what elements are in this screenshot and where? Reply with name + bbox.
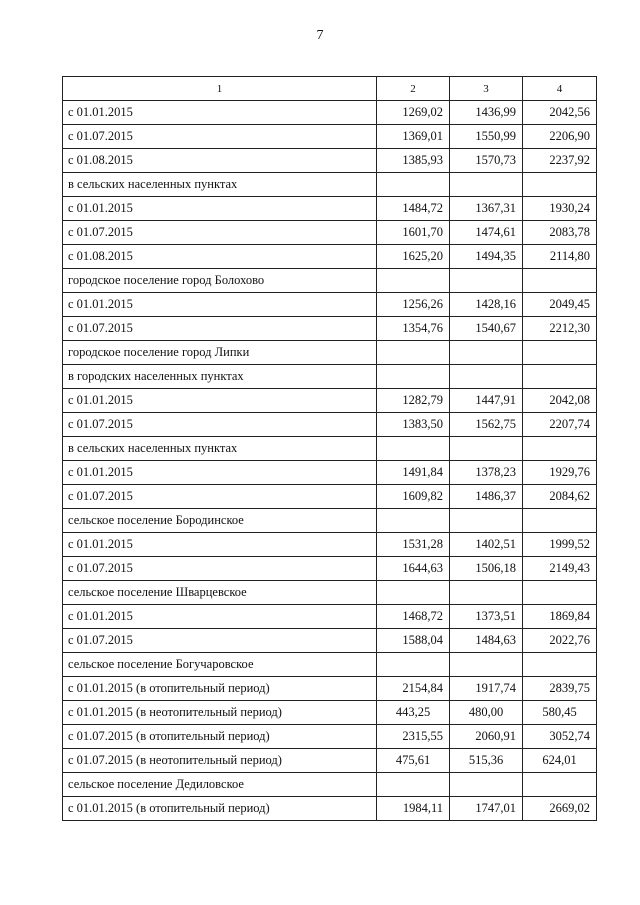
value-cell: [377, 653, 450, 677]
row-label: с 01.07.2015: [63, 485, 377, 509]
table-row: [63, 461, 597, 485]
value-cell: 2022,76: [523, 629, 597, 653]
value-cell: [377, 173, 450, 197]
row-label: с 01.07.2015: [63, 629, 377, 653]
value-cell: [450, 269, 523, 293]
table-row: [63, 197, 597, 221]
row-label: в городских населенных пунктах: [63, 365, 377, 389]
row-label: с 01.01.2015: [63, 293, 377, 317]
value-cell: 1256,26: [377, 293, 450, 317]
table-row: [63, 149, 597, 173]
row-label: городское поселение город Липки: [63, 341, 377, 365]
table-row: [63, 773, 597, 797]
value-cell: 2839,75: [523, 677, 597, 701]
value-cell: [450, 437, 523, 461]
value-cell: 1484,72: [377, 197, 450, 221]
value-cell: [523, 365, 597, 389]
value-cell: 1369,01: [377, 125, 450, 149]
table-row: [63, 365, 597, 389]
value-cell: [450, 365, 523, 389]
value-cell: 3052,74: [523, 725, 597, 749]
value-cell: 1378,23: [450, 461, 523, 485]
value-cell: 1468,72: [377, 605, 450, 629]
column-header: 3: [450, 77, 523, 101]
value-cell: [450, 173, 523, 197]
table-row: [63, 629, 597, 653]
value-cell: 2315,55: [377, 725, 450, 749]
value-cell: [377, 773, 450, 797]
value-cell: 1747,01: [450, 797, 523, 821]
row-label: с 01.07.2015: [63, 413, 377, 437]
value-cell: 2207,74: [523, 413, 597, 437]
table-row: [63, 581, 597, 605]
value-cell: [523, 173, 597, 197]
row-label: с 01.01.2015 (в неотопительный период): [63, 701, 377, 725]
value-cell: 624,01: [523, 749, 597, 773]
header-row: [63, 77, 597, 101]
row-label: с 01.07.2015: [63, 125, 377, 149]
row-label: с 01.07.2015 (в отопительный период): [63, 725, 377, 749]
value-cell: 1984,11: [377, 797, 450, 821]
value-cell: 2237,92: [523, 149, 597, 173]
row-label: сельское поселение Богучаровское: [63, 653, 377, 677]
table-row: [63, 749, 597, 773]
value-cell: [377, 341, 450, 365]
value-cell: 2083,78: [523, 221, 597, 245]
value-cell: [523, 269, 597, 293]
value-cell: 2084,62: [523, 485, 597, 509]
value-cell: 1385,93: [377, 149, 450, 173]
value-cell: [523, 581, 597, 605]
value-cell: [377, 365, 450, 389]
value-cell: [450, 341, 523, 365]
row-label: городское поселение город Болохово: [63, 269, 377, 293]
column-header: 2: [377, 77, 450, 101]
row-label: с 01.01.2015: [63, 605, 377, 629]
value-cell: 1999,52: [523, 533, 597, 557]
value-cell: [523, 653, 597, 677]
value-cell: 1644,63: [377, 557, 450, 581]
value-cell: 1484,63: [450, 629, 523, 653]
row-label: с 01.07.2015: [63, 557, 377, 581]
table-row: [63, 389, 597, 413]
table-row: [63, 653, 597, 677]
table-row: [63, 677, 597, 701]
row-label: с 01.01.2015 (в отопительный период): [63, 797, 377, 821]
value-cell: 515,36: [450, 749, 523, 773]
value-cell: 1383,50: [377, 413, 450, 437]
row-label: с 01.01.2015 (в отопительный период): [63, 677, 377, 701]
row-label: сельское поселение Бородинское: [63, 509, 377, 533]
row-label: сельское поселение Дедиловское: [63, 773, 377, 797]
value-cell: 1474,61: [450, 221, 523, 245]
table-row: [63, 509, 597, 533]
value-cell: 2114,80: [523, 245, 597, 269]
table-row: [63, 269, 597, 293]
tariff-table: [62, 76, 597, 821]
value-cell: 1531,28: [377, 533, 450, 557]
table-row: [63, 245, 597, 269]
value-cell: 580,45: [523, 701, 597, 725]
row-label: в сельских населенных пунктах: [63, 173, 377, 197]
table-row: [63, 605, 597, 629]
value-cell: 1601,70: [377, 221, 450, 245]
value-cell: 2060,91: [450, 725, 523, 749]
value-cell: 1373,51: [450, 605, 523, 629]
table-row: [63, 725, 597, 749]
value-cell: 1540,67: [450, 317, 523, 341]
value-cell: [450, 773, 523, 797]
table-row: [63, 293, 597, 317]
value-cell: 1428,16: [450, 293, 523, 317]
table-row: [63, 317, 597, 341]
value-cell: [377, 437, 450, 461]
value-cell: 1486,37: [450, 485, 523, 509]
column-header: 1: [63, 77, 377, 101]
table-row: [63, 101, 597, 125]
table-header: [63, 77, 597, 101]
value-cell: 1609,82: [377, 485, 450, 509]
value-cell: 2669,02: [523, 797, 597, 821]
row-label: с 01.01.2015: [63, 389, 377, 413]
page-number: 7: [316, 28, 324, 43]
table-body: [63, 101, 597, 821]
row-label: с 01.07.2015 (в неотопительный период): [63, 749, 377, 773]
table-row: [63, 485, 597, 509]
table-row: [63, 173, 597, 197]
value-cell: [450, 581, 523, 605]
table-row: [63, 437, 597, 461]
value-cell: [523, 773, 597, 797]
row-label: с 01.01.2015: [63, 461, 377, 485]
value-cell: 2042,56: [523, 101, 597, 125]
value-cell: 480,00: [450, 701, 523, 725]
value-cell: 1506,18: [450, 557, 523, 581]
value-cell: 1562,75: [450, 413, 523, 437]
row-label: с 01.08.2015: [63, 245, 377, 269]
value-cell: 1869,84: [523, 605, 597, 629]
value-cell: 1491,84: [377, 461, 450, 485]
value-cell: 1930,24: [523, 197, 597, 221]
value-cell: 475,61: [377, 749, 450, 773]
row-label: с 01.01.2015: [63, 533, 377, 557]
value-cell: 2206,90: [523, 125, 597, 149]
row-label: в сельских населенных пунктах: [63, 437, 377, 461]
value-cell: [377, 509, 450, 533]
value-cell: 1354,76: [377, 317, 450, 341]
value-cell: 2049,45: [523, 293, 597, 317]
value-cell: [523, 509, 597, 533]
row-label: с 01.07.2015: [63, 221, 377, 245]
table-row: [63, 701, 597, 725]
value-cell: 1367,31: [450, 197, 523, 221]
row-label: с 01.07.2015: [63, 317, 377, 341]
column-header: 4: [523, 77, 597, 101]
table-row: [63, 125, 597, 149]
value-cell: 1917,74: [450, 677, 523, 701]
value-cell: 1550,99: [450, 125, 523, 149]
value-cell: [450, 653, 523, 677]
value-cell: 2212,30: [523, 317, 597, 341]
row-label: с 01.01.2015: [63, 101, 377, 125]
table-row: [63, 341, 597, 365]
table-row: [63, 797, 597, 821]
value-cell: [450, 509, 523, 533]
value-cell: 1282,79: [377, 389, 450, 413]
value-cell: 1402,51: [450, 533, 523, 557]
row-label: сельское поселение Шварцевское: [63, 581, 377, 605]
value-cell: [377, 269, 450, 293]
value-cell: 2149,43: [523, 557, 597, 581]
value-cell: 1269,02: [377, 101, 450, 125]
value-cell: 1436,99: [450, 101, 523, 125]
value-cell: 1929,76: [523, 461, 597, 485]
table-row: [63, 533, 597, 557]
value-cell: [377, 581, 450, 605]
value-cell: [523, 341, 597, 365]
value-cell: 2154,84: [377, 677, 450, 701]
value-cell: [523, 437, 597, 461]
value-cell: 1570,73: [450, 149, 523, 173]
value-cell: 1494,35: [450, 245, 523, 269]
table-row: [63, 557, 597, 581]
table-row: [63, 221, 597, 245]
value-cell: 2042,08: [523, 389, 597, 413]
value-cell: 1588,04: [377, 629, 450, 653]
row-label: с 01.01.2015: [63, 197, 377, 221]
value-cell: 1447,91: [450, 389, 523, 413]
value-cell: 1625,20: [377, 245, 450, 269]
value-cell: 443,25: [377, 701, 450, 725]
row-label: с 01.08.2015: [63, 149, 377, 173]
table-row: [63, 413, 597, 437]
